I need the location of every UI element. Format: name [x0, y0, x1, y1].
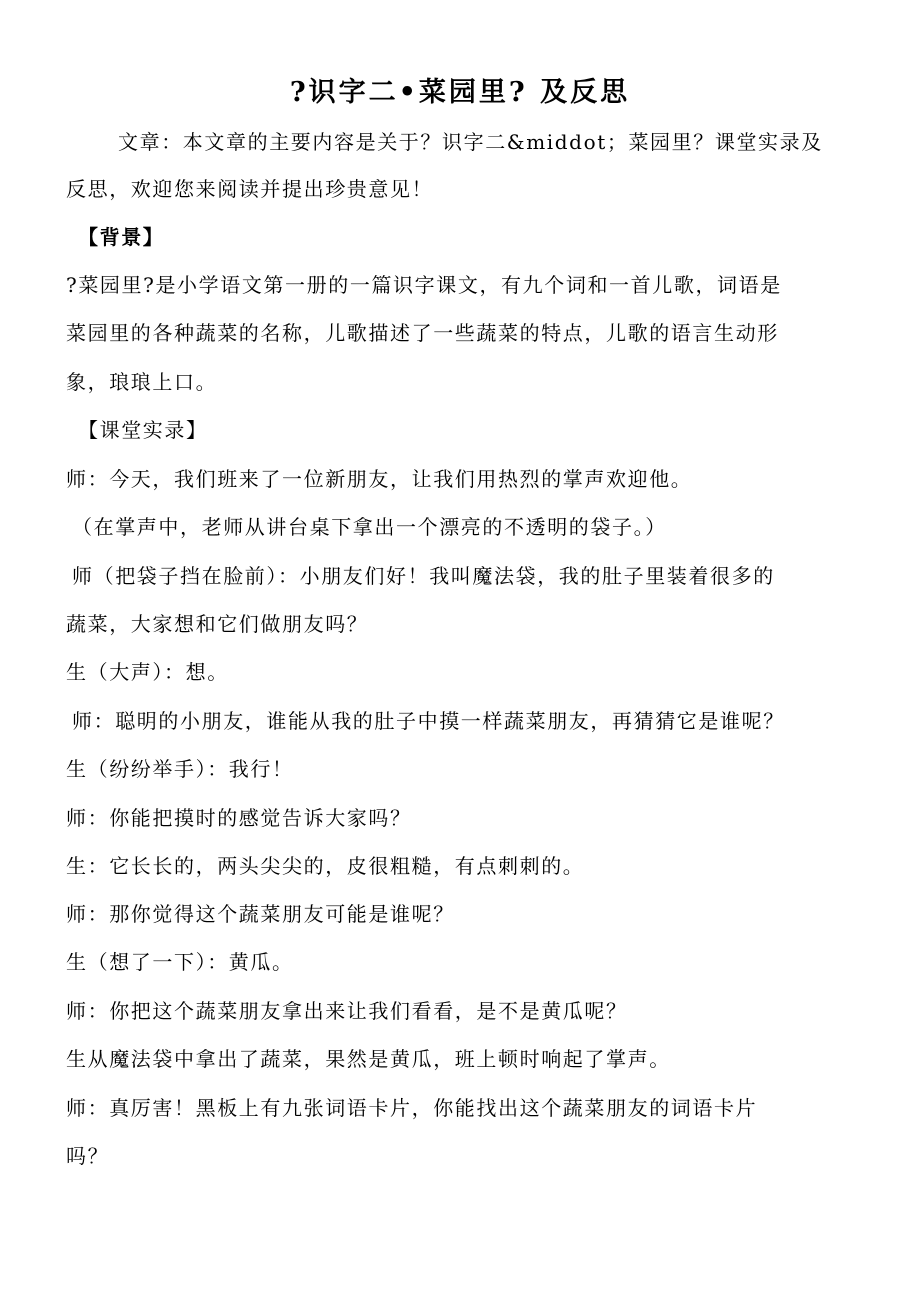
record-line: 蔬菜，大家想和它们做朋友吗？ [66, 612, 369, 636]
record-line: 师：你能把摸时的感觉告诉大家吗？ [66, 806, 412, 830]
record-line: 生：它长长的，两头尖尖的，皮很粗糙，有点刺刺的。 [66, 854, 585, 878]
record-line: 师（把袋子挡在脸前）：小朋友们好！我叫魔法袋，我的肚子里装着很多的 [72, 564, 775, 588]
background-heading: 【背景】 [78, 225, 165, 249]
record-line: 师：今天，我们班来了一位新朋友，让我们用热烈的掌声欢迎他。 [66, 467, 693, 491]
record-line: 师：真厉害！黑板上有九张词语卡片，你能找出这个蔬菜朋友的词语卡片 [66, 1096, 758, 1120]
record-line: 生（大声）：想。 [66, 660, 229, 684]
intro-line-2: 反思，欢迎您来阅读并提出珍贵意见！ [66, 177, 434, 201]
record-line: 师：聪明的小朋友，谁能从我的肚子中摸一样蔬菜朋友，再猜猜它是谁呢？ [72, 709, 785, 733]
background-line-3: 象，琅琅上口。 [66, 370, 218, 394]
record-line: （在掌声中，老师从讲台桌下拿出一个漂亮的不透明的袋子。） [72, 515, 667, 539]
intro-line-1: 文章：本文章的主要内容是关于？识字二&middot；菜园里？课堂实录及 [118, 130, 823, 154]
record-line: 生（纷纷举手）：我行！ [66, 757, 294, 781]
page-title: ?识字二•菜园里? 及反思 [289, 77, 631, 108]
record-line: 生从魔法袋中拿出了蔬菜，果然是黄瓜，班上顿时响起了掌声。 [66, 1047, 671, 1071]
background-line-2: 菜园里的各种蔬菜的名称，儿歌描述了一些蔬菜的特点，儿歌的语言生动形 [66, 321, 779, 345]
record-line: 师：你把这个蔬菜朋友拿出来让我们看看，是不是黄瓜呢？ [66, 999, 628, 1023]
record-heading: 【课堂实录】 [78, 418, 208, 442]
record-line: 生（想了一下）：黄瓜。 [66, 950, 294, 974]
background-line-1: ?菜园里?是小学语文第一册的一篇识字课文，有九个词和一首儿歌，词语是 [66, 273, 782, 297]
record-line: 师：那你觉得这个蔬菜朋友可能是谁呢？ [66, 902, 455, 926]
record-line: 吗？ [66, 1144, 110, 1168]
